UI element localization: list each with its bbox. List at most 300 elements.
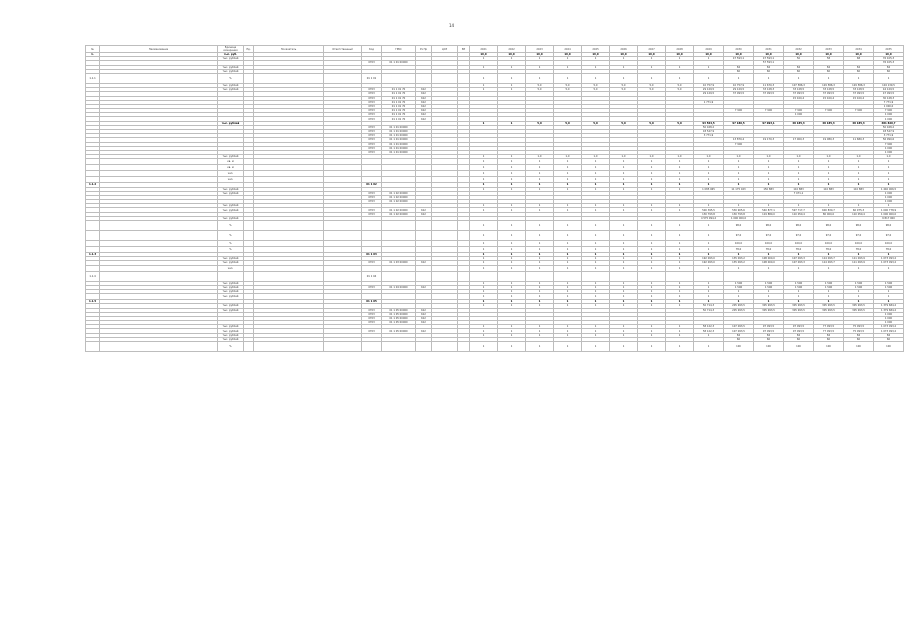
- table-cell: 1: [638, 57, 666, 61]
- table-cell: 97 093,5: [754, 325, 784, 329]
- table-cell: 1: [814, 73, 844, 83]
- table-cell: 16,0: [814, 53, 844, 57]
- table-cell: 1 506: [784, 285, 814, 289]
- table-cell: 5,0: [526, 88, 554, 92]
- table-cell: 1: [582, 300, 610, 304]
- table-cell: [666, 271, 694, 281]
- table-cell: 1: [498, 342, 526, 352]
- table-cell: 1: [666, 285, 694, 289]
- table-cell: 1: [582, 285, 610, 289]
- table-cell: 612: [416, 100, 432, 104]
- table-cell: 1: [724, 165, 754, 171]
- table-cell: 1: [694, 265, 724, 271]
- table-cell: 01 1 01 00000: [382, 130, 416, 134]
- header-cell: Ед.: [244, 46, 254, 53]
- table-cell: [582, 271, 610, 281]
- table-cell: 612: [416, 212, 432, 216]
- table-cell: 5,0: [526, 121, 554, 125]
- table-cell: [724, 271, 754, 281]
- table-cell: %: [218, 342, 244, 352]
- table-cell: [498, 271, 526, 281]
- table-cell: 1: [694, 294, 724, 300]
- table-cell: 97,0: [844, 231, 874, 241]
- table-cell: 1.1.2: [86, 183, 100, 187]
- table-cell: 1: [554, 165, 582, 171]
- table-cell: 1: [498, 221, 526, 231]
- table-cell: 84: [784, 333, 814, 337]
- table-cell: 16,0: [498, 53, 526, 57]
- table-cell: 78,0: [874, 247, 904, 253]
- table-cell: 192 093,0: [694, 261, 724, 265]
- table-cell: 1: [784, 73, 814, 83]
- table-cell: 01 1 02: [362, 183, 382, 187]
- table-cell: 1: [666, 333, 694, 337]
- table-cell: 1: [666, 241, 694, 247]
- table-cell: 98,0: [754, 221, 784, 231]
- table-cell: 1: [638, 231, 666, 241]
- table-cell: [416, 271, 432, 281]
- table-cell: 1: [844, 165, 874, 171]
- table-cell: 01 1 01 70: [382, 104, 416, 108]
- table-cell: 100: [754, 342, 784, 352]
- table-cell: 1,0: [814, 155, 844, 159]
- table-cell: 1: [638, 289, 666, 293]
- table-cell: 1: [526, 65, 554, 69]
- table-cell: 1: [470, 155, 498, 159]
- table-cell: 1: [754, 183, 784, 187]
- table-cell: 1: [526, 333, 554, 337]
- table-cell: 1: [470, 121, 498, 125]
- table-cell: [458, 231, 470, 241]
- table-cell: 78,0: [724, 247, 754, 253]
- table-cell: 1: [470, 247, 498, 253]
- table-cell: 1: [526, 165, 554, 171]
- table-cell: 1: [554, 208, 582, 212]
- table-cell: 84: [814, 65, 844, 69]
- table-cell: 1.: [86, 53, 100, 57]
- header-cell: 2030: [724, 46, 754, 53]
- table-cell: 1: [554, 159, 582, 165]
- table-cell: 1: [666, 183, 694, 187]
- table-cell: 1: [610, 257, 638, 261]
- table-cell: 1: [694, 342, 724, 352]
- table-cell: 1: [874, 300, 904, 304]
- table-cell: тыс. рублей: [218, 69, 244, 73]
- table-cell: 1: [610, 231, 638, 241]
- table-cell: 100,0: [784, 241, 814, 247]
- table-cell: 1: [754, 204, 784, 208]
- table-cell: 1: [554, 231, 582, 241]
- table-cell: 1: [582, 281, 610, 285]
- table-cell: 1: [610, 57, 638, 61]
- table-cell: 107 093,3: [784, 257, 814, 261]
- table-cell: 16,0: [554, 53, 582, 57]
- table-cell: 1: [554, 294, 582, 300]
- table-cell: 5,0: [666, 83, 694, 87]
- table-cell: 1: [582, 289, 610, 293]
- table-cell: 01 1 01 00000: [382, 142, 416, 146]
- table-cell: 7 900: [724, 109, 754, 113]
- table-cell: 1 000: [874, 195, 904, 199]
- table-cell: 0703: [362, 130, 382, 134]
- table-cell: 97 093,1: [754, 121, 784, 125]
- table-cell: %: [218, 241, 244, 247]
- table-cell: 16,0: [694, 53, 724, 57]
- table-cell: 1: [582, 257, 610, 261]
- table-cell: 1: [498, 257, 526, 261]
- table-cell: тыс. рублей: [218, 191, 244, 195]
- table-cell: 1: [694, 253, 724, 257]
- table-cell: 1: [754, 300, 784, 304]
- table-cell: 7 900: [814, 109, 844, 113]
- table-cell: 1: [694, 221, 724, 231]
- table-cell: 16,0: [754, 53, 784, 57]
- table-cell: 1: [526, 289, 554, 293]
- table-cell: 1: [498, 155, 526, 159]
- table-cell: 1: [582, 187, 610, 191]
- table-cell: 68: [844, 57, 874, 61]
- program-table-sheet: [85, 45, 897, 607]
- table-cell: 48 185,3: [784, 121, 814, 125]
- table-cell: 612: [416, 88, 432, 92]
- table-cell: 1: [638, 187, 666, 191]
- table-cell: 1: [784, 159, 814, 165]
- table-cell: 37 093,5: [844, 92, 874, 96]
- table-cell: 107 093,5: [724, 325, 754, 329]
- table-cell: [254, 231, 324, 241]
- table-cell: [694, 271, 724, 281]
- table-cell: [324, 221, 362, 231]
- table-cell: 16,0: [844, 53, 874, 57]
- table-cell: 1 073 093,2: [874, 329, 904, 333]
- table-cell: 1: [784, 177, 814, 183]
- table-cell: 1 000: [874, 113, 904, 117]
- table-cell: [218, 271, 244, 281]
- table-cell: 47 093,5: [874, 92, 904, 96]
- table-cell: 1 000 000,0: [724, 216, 754, 220]
- table-cell: тыс. рублей: [218, 208, 244, 212]
- table-cell: 0703: [362, 146, 382, 150]
- table-cell: 481 820,7: [874, 121, 904, 125]
- table-cell: 1: [724, 159, 754, 165]
- table-cell: 1: [554, 342, 582, 352]
- table-cell: 1: [638, 333, 666, 337]
- table-cell: 1: [638, 65, 666, 69]
- table-cell: тыс. рублей: [218, 329, 244, 333]
- table-cell: 1: [694, 165, 724, 171]
- table-cell: 107 586,3: [784, 83, 814, 87]
- table-cell: 1: [874, 265, 904, 271]
- table-cell: 56 990,6: [874, 138, 904, 142]
- table-cell: 1: [666, 165, 694, 171]
- table-cell: 1: [470, 261, 498, 265]
- table-cell: 29 129,5: [694, 88, 724, 92]
- table-cell: 01 1 01 70: [382, 117, 416, 121]
- table-cell: 1 506: [754, 281, 784, 285]
- table-cell: 11 175 023: [724, 187, 754, 191]
- table-cell: 1: [554, 57, 582, 61]
- table-cell: 1: [498, 171, 526, 177]
- table-cell: 97 180,5: [724, 121, 754, 125]
- table-cell: 114 093,7: [814, 257, 844, 261]
- table-cell: 33 128,3: [754, 88, 784, 92]
- table-cell: 50: [784, 57, 814, 61]
- table-cell: 1: [554, 261, 582, 265]
- table-cell: 01 1 04 00000: [382, 285, 416, 289]
- table-cell: 1: [554, 247, 582, 253]
- table-cell: 01 1 01 00000: [382, 134, 416, 138]
- table-cell: тыс. рублей: [218, 281, 244, 285]
- table-cell: 530 905,6: [724, 208, 754, 212]
- table-cell: 1 000: [784, 113, 814, 117]
- table-cell: 29 129,5: [724, 88, 754, 92]
- table-cell: 01 1 02 00000: [382, 195, 416, 199]
- table-cell: 1: [498, 294, 526, 300]
- table-cell: 1: [814, 300, 844, 304]
- table-cell: [844, 271, 874, 281]
- table-cell: 1: [582, 261, 610, 265]
- table-cell: 1: [526, 221, 554, 231]
- table-cell: 97,0: [724, 231, 754, 241]
- header-cell: Наименование: [100, 46, 218, 53]
- table-cell: 1: [498, 183, 526, 187]
- table-row: [86, 342, 904, 352]
- table-cell: 48 185,3: [844, 121, 874, 125]
- table-cell: 612: [416, 208, 432, 212]
- table-cell: 1: [724, 171, 754, 177]
- table-cell: 612: [416, 109, 432, 113]
- table-cell: тыс. рублей: [218, 325, 244, 329]
- table-cell: 1: [610, 342, 638, 352]
- table-cell: [244, 221, 254, 231]
- table-cell: 1: [582, 73, 610, 83]
- table-cell: 01 1 02 00000: [382, 212, 416, 216]
- table-cell: 0703: [362, 113, 382, 117]
- table-cell: 1: [666, 177, 694, 183]
- table-body: [86, 53, 904, 352]
- header-cell: 2033: [814, 46, 844, 53]
- table-cell: 597 717,7: [784, 208, 814, 212]
- table-cell: 0703: [362, 100, 382, 104]
- table-cell: 01 1 05 00000: [382, 312, 416, 316]
- table-cell: 1: [498, 165, 526, 171]
- header-cell: 2022: [498, 46, 526, 53]
- table-cell: [382, 342, 416, 352]
- table-cell: 305 993,5: [814, 304, 844, 308]
- table-cell: 1: [694, 300, 724, 304]
- table-cell: 84: [784, 65, 814, 69]
- table-cell: [254, 221, 324, 231]
- table-cell: 1: [610, 247, 638, 253]
- header-cell: 2034: [844, 46, 874, 53]
- table-cell: 1 073 093,2: [874, 325, 904, 329]
- table-cell: 612: [416, 312, 432, 316]
- table-cell: 1: [694, 241, 724, 247]
- table-cell: 1: [526, 187, 554, 191]
- table-cell: 1,0: [666, 155, 694, 159]
- table-cell: 84: [754, 65, 784, 69]
- table-cell: 1: [724, 177, 754, 183]
- table-cell: 110 883: [814, 187, 844, 191]
- table-cell: 1: [694, 159, 724, 165]
- table-cell: 1: [610, 183, 638, 187]
- table-cell: 1: [638, 165, 666, 171]
- table-cell: тыс. рублей: [218, 57, 244, 61]
- table-cell: 78,0: [814, 247, 844, 253]
- table-cell: 50 714,3: [694, 304, 724, 308]
- table-cell: 1: [638, 257, 666, 261]
- table-cell: 1: [610, 73, 638, 83]
- table-cell: 1 000: [874, 316, 904, 320]
- table-cell: 130 793,8: [724, 212, 754, 216]
- table-cell: 1: [666, 294, 694, 300]
- table-cell: 1: [814, 204, 844, 208]
- table-cell: 1: [610, 253, 638, 257]
- table-cell: 76 105,3: [874, 61, 904, 65]
- table-cell: 1: [874, 159, 904, 165]
- table-cell: тыс. рублей: [218, 155, 244, 159]
- table-cell: 1: [610, 165, 638, 171]
- table-cell: 1: [638, 241, 666, 247]
- table-cell: [432, 221, 458, 231]
- table-cell: 60: [784, 337, 814, 341]
- table-cell: 60: [814, 69, 844, 73]
- table-cell: 1: [610, 304, 638, 308]
- table-cell: 100,0: [874, 241, 904, 247]
- table-cell: 0703: [362, 208, 382, 212]
- table-cell: 1.1.3: [86, 253, 100, 257]
- table-cell: 0703: [362, 134, 382, 138]
- table-cell: 1: [638, 177, 666, 183]
- table-cell: 1: [498, 187, 526, 191]
- table-cell: 1: [526, 57, 554, 61]
- table-cell: 1: [470, 221, 498, 231]
- table-cell: 1: [844, 294, 874, 300]
- table-cell: 48 185,3: [814, 121, 844, 125]
- table-cell: 1: [470, 285, 498, 289]
- table-cell: 1: [526, 177, 554, 183]
- table-cell: 1: [638, 159, 666, 165]
- table-cell: 1,0: [874, 155, 904, 159]
- table-cell: 1: [844, 253, 874, 257]
- table-cell: 1: [874, 183, 904, 187]
- table-cell: 97,0: [784, 231, 814, 241]
- table-cell: 97,0: [754, 231, 784, 241]
- table-cell: 1: [554, 65, 582, 69]
- table-cell: 1 379 684,2: [874, 308, 904, 312]
- table-cell: 1: [582, 253, 610, 257]
- table-cell: 108 000,0: [754, 257, 784, 261]
- table-cell: 5,0: [610, 88, 638, 92]
- table-cell: тыс. рублей: [218, 187, 244, 191]
- table-cell: 1: [844, 265, 874, 271]
- table-cell: [458, 271, 470, 281]
- table-cell: 1,0: [610, 155, 638, 159]
- table-cell: 1: [638, 253, 666, 257]
- table-cell: 1: [582, 333, 610, 337]
- table-cell: 01 1 01 00000: [382, 138, 416, 142]
- table-cell: 01 1 01 70: [382, 109, 416, 113]
- table-cell: 01 1 02 00000: [382, 208, 416, 212]
- header-cell: 2027: [638, 46, 666, 53]
- table-cell: 1 506: [784, 281, 814, 285]
- table-row: [86, 73, 904, 83]
- table-cell: чел.: [218, 177, 244, 183]
- table-cell: %: [218, 231, 244, 241]
- header-cell: 2023: [526, 46, 554, 53]
- table-cell: 1: [526, 183, 554, 187]
- table-cell: 97 093,5: [784, 329, 814, 333]
- table-cell: 1: [526, 208, 554, 212]
- header-cell: 2025: [582, 46, 610, 53]
- table-cell: 01 1 05 00000: [382, 316, 416, 320]
- table-cell: 60: [754, 69, 784, 73]
- table-cell: 1: [694, 281, 724, 285]
- table-cell: 0703: [362, 117, 382, 121]
- table-cell: 1: [724, 265, 754, 271]
- table-cell: 1: [666, 221, 694, 231]
- table-cell: 1: [638, 329, 666, 333]
- table-cell: 0703: [362, 308, 382, 312]
- table-cell: 1: [582, 265, 610, 271]
- table-cell: 58 122,3: [694, 329, 724, 333]
- table-cell: 1: [814, 165, 844, 171]
- table-cell: [244, 73, 254, 83]
- table-cell: тыс. рублей: [218, 204, 244, 208]
- table-cell: 01 1 01 70: [382, 88, 416, 92]
- table-cell: тыс. рублей: [218, 257, 244, 261]
- table-cell: 0703: [362, 200, 382, 204]
- table-cell: 1: [874, 165, 904, 171]
- table-cell: 5,0: [554, 83, 582, 87]
- table-cell: 5,0: [526, 83, 554, 87]
- table-cell: 0703: [362, 285, 382, 289]
- table-cell: 1: [666, 329, 694, 333]
- table-cell: 1 506: [814, 281, 844, 285]
- table-cell: 1,0: [638, 155, 666, 159]
- table-cell: 1: [498, 329, 526, 333]
- table-cell: 1: [526, 265, 554, 271]
- header-cell: №: [86, 46, 100, 53]
- table-cell: 1: [694, 285, 724, 289]
- table-cell: 01 1 03: [362, 253, 382, 257]
- table-cell: 01 1 03 00000: [382, 261, 416, 265]
- table-cell: 1: [470, 83, 498, 87]
- table-cell: 129 586,3: [814, 83, 844, 87]
- table-cell: 5,0: [554, 121, 582, 125]
- table-cell: [458, 342, 470, 352]
- table-cell: [362, 231, 382, 241]
- table-cell: 7 900: [754, 109, 784, 113]
- table-cell: 80 000,0: [814, 212, 844, 216]
- table-cell: 50 714,3: [694, 308, 724, 312]
- table-cell: 1: [666, 265, 694, 271]
- table-cell: 1: [470, 183, 498, 187]
- table-cell: 1: [610, 265, 638, 271]
- table-cell: 1: [754, 294, 784, 300]
- table-cell: 01 1 05: [362, 300, 382, 304]
- table-cell: 1: [814, 183, 844, 187]
- table-cell: 01 1 01 70: [382, 96, 416, 100]
- table-cell: 1 000: [874, 146, 904, 150]
- table-cell: 1: [470, 281, 498, 285]
- table-cell: 50 168,2: [694, 125, 724, 129]
- table-cell: 15 100,4: [784, 96, 814, 100]
- table-cell: 84: [844, 333, 874, 337]
- table-cell: 1: [470, 57, 498, 61]
- table-cell: 1: [874, 73, 904, 83]
- table-cell: 305 993,5: [844, 304, 874, 308]
